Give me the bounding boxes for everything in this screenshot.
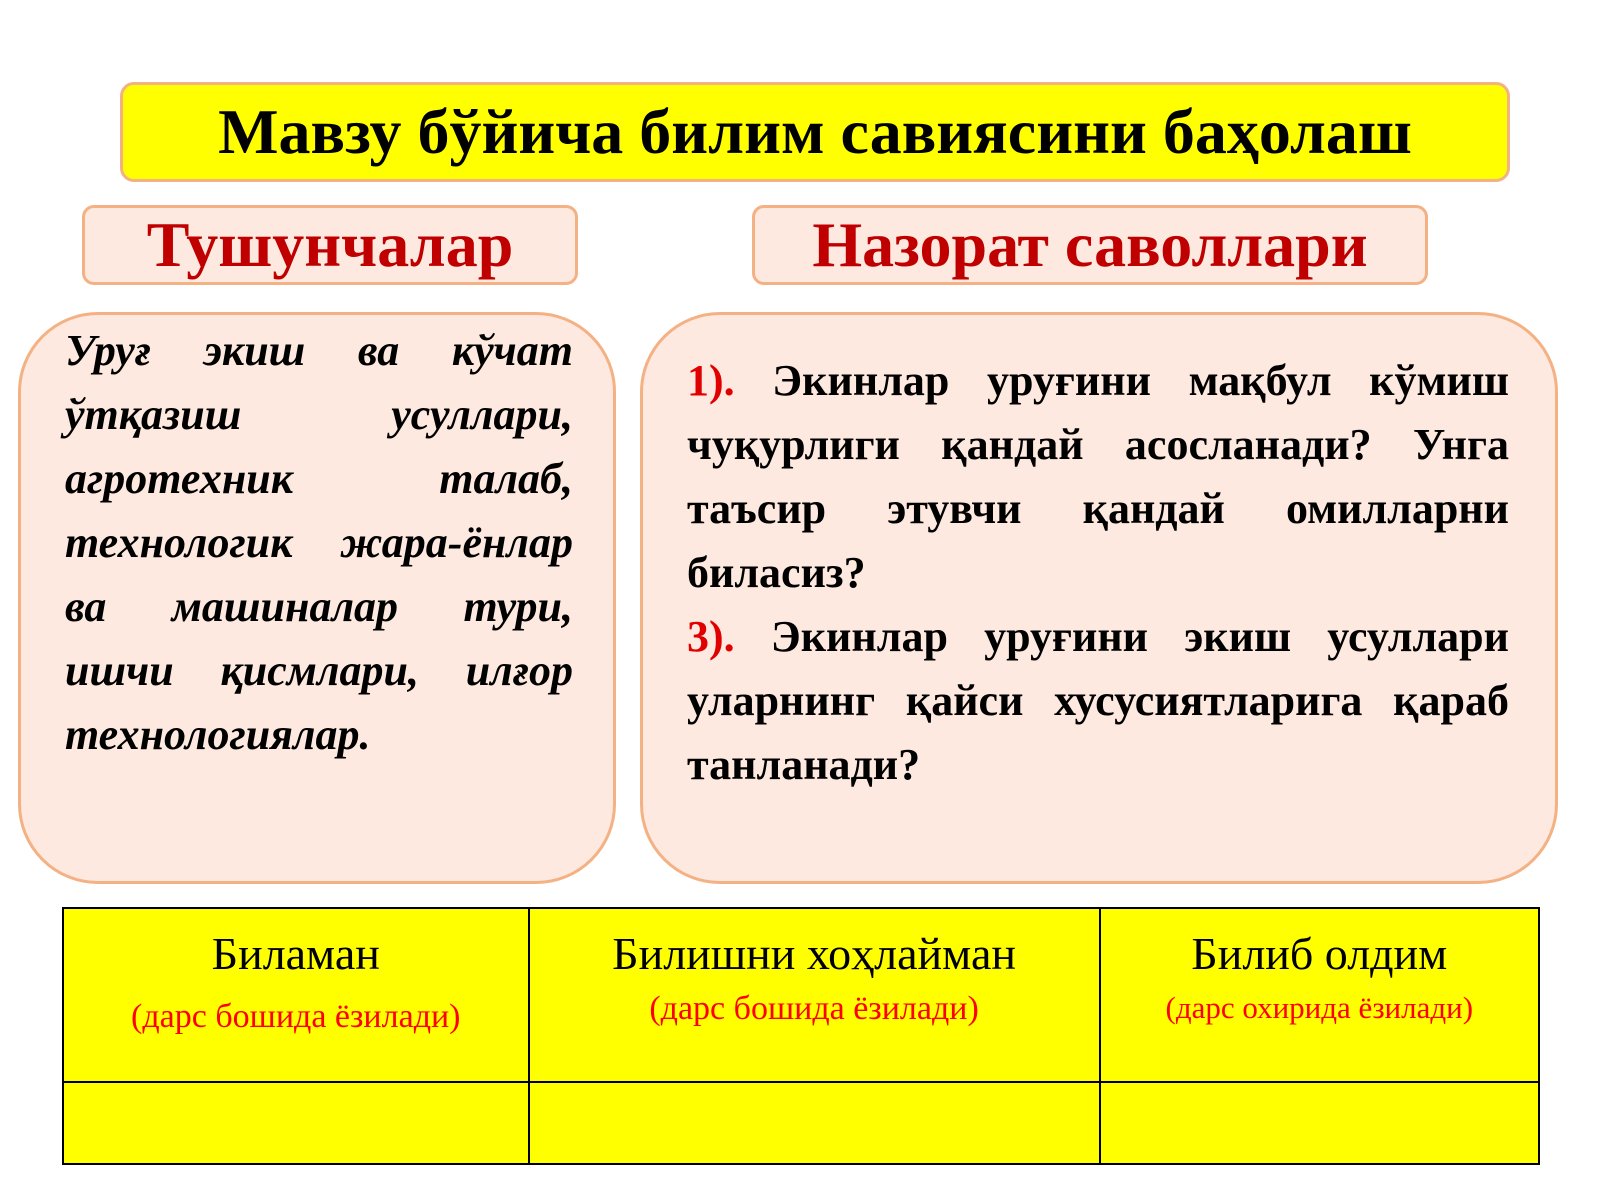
concepts-panel [18,312,616,884]
kwl-want-label: Билишни хоҳлайман [612,928,1016,979]
question-1 [687,349,1509,605]
question-1-number: 1). [687,356,735,405]
kwl-learned-note: (дарс охирида ёзилади) [1165,990,1474,1025]
question-3 [687,605,1509,797]
kwl-learned-label: Билиб олдим [1191,928,1448,979]
kwl-empty-cell-know[interactable] [63,1082,529,1164]
question-3-number: 3). [687,612,735,661]
kwl-cell-want [529,908,1100,1082]
kwl-empty-cell-want[interactable] [529,1082,1100,1164]
questions-heading: Назорат саволлари [812,209,1368,280]
concepts-heading-box [82,205,578,285]
kwl-empty-row [63,1082,1539,1164]
kwl-table [62,907,1540,1165]
kwl-header-row [63,908,1539,1082]
kwl-want-note: (дарс бошида ёзилади) [649,990,979,1027]
title-banner [120,82,1510,182]
kwl-empty-cell-learned[interactable] [1100,1082,1539,1164]
page-title: Мавзу бўйича билим савиясини баҳолаш [218,96,1412,167]
kwl-cell-know [63,908,529,1082]
concepts-heading: Тушунчалар [146,209,514,280]
questions-panel [640,312,1558,884]
question-3-text: Экинлар уруғини экиш усуллари уларнинг қайси хусусиятларига қараб танланади? [687,612,1509,789]
kwl-cell-learned [1100,908,1539,1082]
kwl-know-label: Биламан [211,928,380,979]
kwl-know-note: (дарс бошида ёзилади) [131,998,461,1035]
questions-heading-box [752,205,1428,285]
concepts-text: Уруғ экиш ва кўчат ўтқазиш усуллари, агротехник талаб, технологик жара-ёнлар ва машиналар тури, ишчи қисмлари, илғор технологиялар. [65,326,573,759]
question-1-text: Экинлар уруғини мақбул кўмиш чуқурлиги қандай асосланади? Унга таъсир этувчи қандай омилларни биласиз? [687,356,1509,597]
